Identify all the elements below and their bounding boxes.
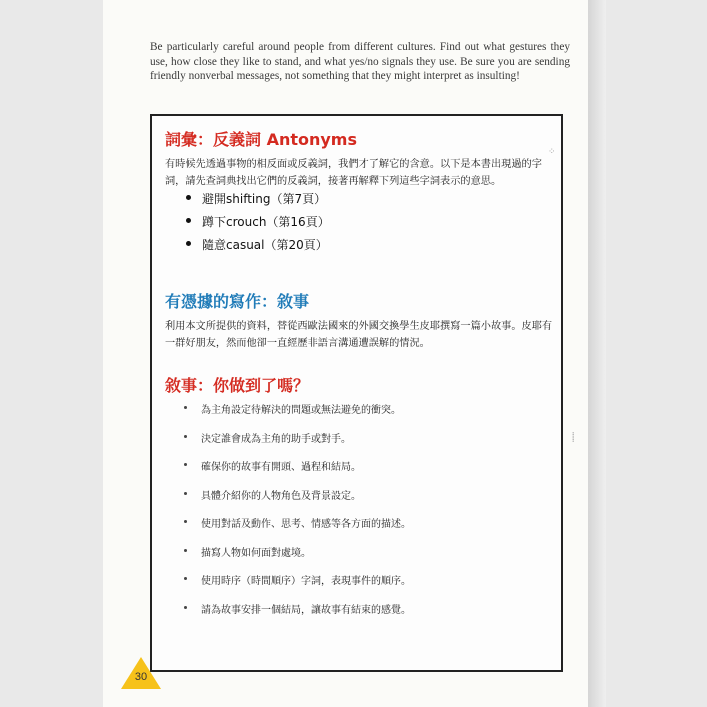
bullet-icon [184, 435, 187, 438]
checklist-item: 確保你的故事有開頭、過程和結局。 [184, 458, 411, 487]
bullet-icon [184, 577, 187, 580]
checklist-item: 為主角設定待解決的問題或無法避免的衝突。 [184, 401, 411, 430]
checklist-heading: 敘事：你做到了嗎？ [165, 376, 310, 395]
checklist [184, 401, 411, 629]
page-edge-shadow [588, 0, 606, 707]
print-speck-icon: ⁘ [548, 147, 556, 157]
checklist-item: 具體介紹你的人物角色及背景設定。 [184, 487, 411, 516]
bullet-icon [184, 520, 187, 523]
bullet-icon [186, 195, 191, 200]
vocab-instructions: 有時候先透過事物的相反面或反義詞，我們才了解它的含意。以下是本書出現過的字詞，請先查詞典找出它們的反義詞，接著再解釋下列這些字詞表示的意思。 [165, 159, 542, 187]
vocab-list-item: 蹲下crouch（第16頁） [186, 213, 330, 236]
checklist-item: 請為故事安排一個結局，讓故事有結束的感覺。 [184, 601, 411, 630]
vocab-list-item: 避開shifting（第7頁） [186, 190, 330, 213]
bullet-icon [184, 463, 187, 466]
bullet-icon [184, 549, 187, 552]
vocab-heading: 詞彙：反義詞 Antonyms [165, 130, 358, 149]
writing-heading: 有憑據的寫作：敘事 [165, 292, 310, 311]
print-speck-icon: ⸽ [572, 433, 575, 443]
checklist-item: 使用對話及動作、思考、情感等各方面的描述。 [184, 515, 411, 544]
vocab-list [186, 190, 330, 259]
vocab-list-item: 隨意casual（第20頁） [186, 236, 330, 259]
bullet-icon [186, 241, 191, 246]
intro-paragraph: Be particularly careful around people from different cultures. Find out what gestures they use, how close they like to stand, and what yes/no signals they use. Be sure you are sending friendly nonverbal messages, not something that they might interpret as insulting! [150, 41, 570, 82]
page-number: 30 [134, 671, 148, 683]
bullet-icon [184, 492, 187, 495]
checklist-item: 描寫人物如何面對處境。 [184, 544, 411, 573]
writing-instructions: 利用本文所提供的資料，替從西歐法國來的外國交換學生皮耶撰寫一篇小故事。皮耶有一群好朋友，然而他卻一直經歷非語言溝通遭誤解的情況。 [165, 321, 553, 349]
page-number-badge [120, 656, 162, 690]
bullet-icon [184, 606, 187, 609]
checklist-item: 使用時序（時間順序）字詞，表現事件的順序。 [184, 572, 411, 601]
bullet-icon [184, 406, 187, 409]
bullet-icon [186, 218, 191, 223]
checklist-item: 決定誰會成為主角的助手或對手。 [184, 430, 411, 459]
